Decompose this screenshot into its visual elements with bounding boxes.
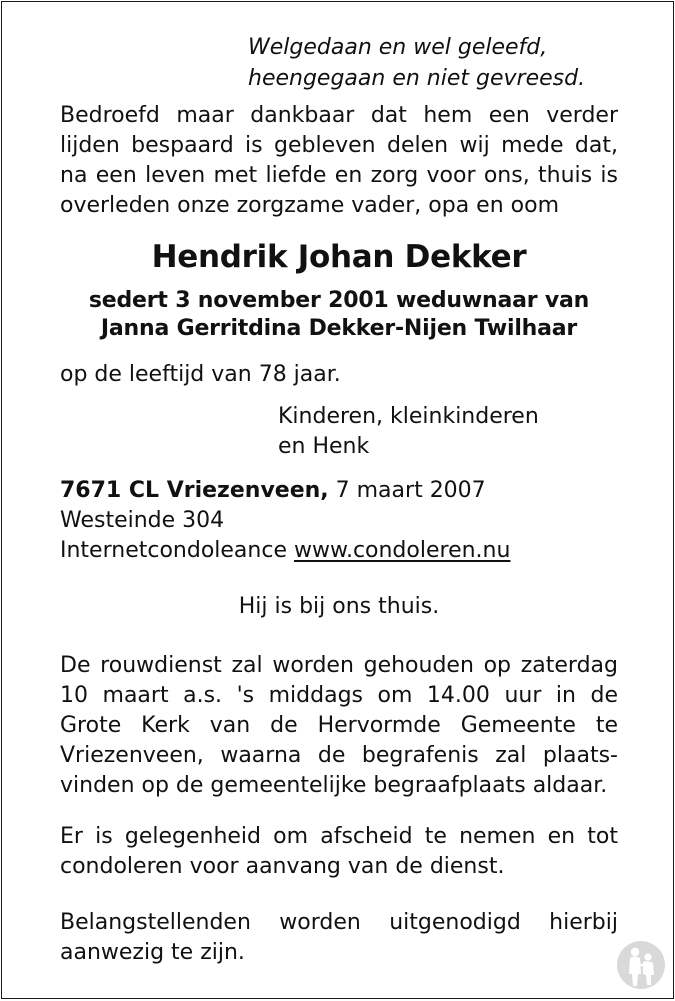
service-line: vinden op de gemeentelijke begraafplaats aldaar.: [60, 773, 608, 798]
intro-line: na een leven met liefde en zorg voor ons, thuis is: [60, 163, 618, 188]
notice-date: 7 maart 2007: [335, 478, 486, 503]
condolence-label: Internetcondoleance: [60, 538, 287, 563]
survivors-line: en Henk: [278, 434, 370, 459]
widower-line: sedert 3 november 2001 weduwnaar van: [88, 288, 590, 313]
condolence-link[interactable]: www.condoleren.nu: [293, 538, 511, 563]
service-paragraph: [60, 651, 618, 801]
poem-line: heengegaan en niet gevreesd.: [248, 66, 586, 91]
poem: [248, 32, 585, 94]
service-line: Vriezenveen, waarna de begrafenis zal plaats-: [60, 743, 618, 768]
poem-line: Welgedaan en wel geleefd,: [248, 35, 548, 60]
invitation-line: Belangstellenden worden uitgenodigd hierbij: [60, 910, 618, 935]
survivors-line: Kinderen, kleinkinderen: [278, 404, 539, 429]
home-notice: Hij is bij ons thuis.: [238, 594, 440, 619]
farewell-line: condoleren voor aanvang van de dienst.: [60, 854, 505, 879]
invitation-line: aanwezig te zijn.: [60, 940, 245, 965]
deceased-name: Hendrik Johan Dekker: [151, 239, 527, 275]
postcode-city: 7671 CL Vriezenveen,: [60, 478, 329, 503]
intro-line: Bedroefd maar dankbaar dat hem een verder: [60, 103, 618, 128]
farewell-line: Er is gelegenheid om afscheid te nemen en tot: [60, 824, 618, 849]
obituary-notice: [1, 1, 674, 999]
condolence-line: [60, 536, 618, 566]
widower-line: Janna Gerritdina Dekker-Nijen Twilhaar: [100, 316, 578, 341]
address-line: [60, 476, 618, 506]
farewell-paragraph: [60, 822, 618, 882]
age-line: op de leeftijd van 78 jaar.: [60, 362, 341, 387]
intro-paragraph: [60, 101, 618, 221]
invitation-paragraph: [60, 908, 618, 968]
memorial-figures-icon: [616, 940, 666, 990]
survivors: [278, 402, 539, 462]
intro-line: overleden onze zorgzame vader, opa en oom: [60, 193, 559, 218]
street-address: Westeinde 304: [60, 508, 225, 533]
service-line: 10 maart a.s. 's middags om 14.00 uur in de: [60, 683, 618, 708]
service-line: De rouwdienst zal worden gehouden op zaterdag: [60, 653, 618, 678]
service-line: Grote Kerk van de Hervormde Gemeente te: [60, 713, 618, 738]
address-block: [60, 476, 618, 566]
intro-line: lijden bespaard is gebleven delen wij mede dat,: [60, 133, 618, 158]
widower-statement: [60, 287, 618, 343]
